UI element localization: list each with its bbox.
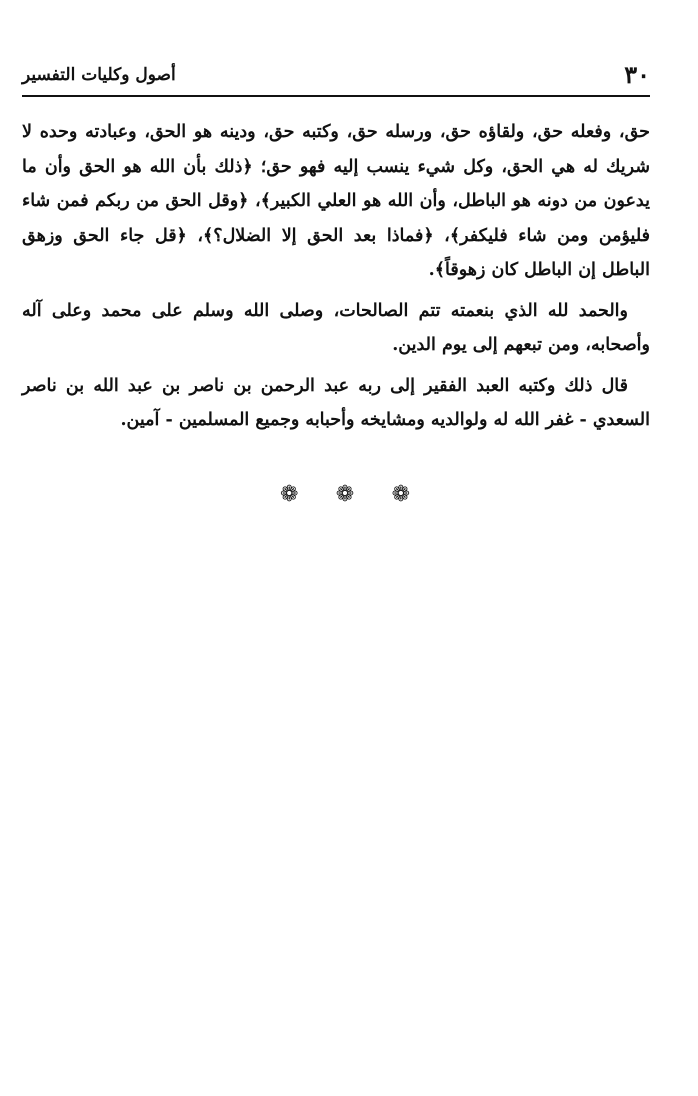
running-title: أصول وكليات التفسير xyxy=(22,65,176,85)
body-text xyxy=(22,115,650,444)
header-divider xyxy=(22,95,650,97)
flower-ornament-icon: ❁ xyxy=(391,482,410,507)
page-header xyxy=(22,58,650,92)
section-end-ornaments xyxy=(280,480,410,510)
flower-ornament-icon: ❁ xyxy=(335,482,355,507)
page-number: ٣٠ xyxy=(624,60,650,89)
paragraph-praise: والحمد لله الذي بنعمته تتم الصالحات، وصلى الله وسلم على محمد وعلى آله وأصحابه، ومن تبعهم إلى يوم الدين. xyxy=(22,300,650,355)
paragraph-closing-verses: حق، وفعله حق، ولقاؤه حق، ورسله حق، وكتبه حق، ودينه هو الحق، وعبادته وحده لا شريك له هي الحق، وكل شيء ينسب إليه فهو حق؛ ﴿ذلك بأن الله هو الحق وأن ما يدعون من دونه هو الباطل، وأن الله هو العلي الكبير﴾، ﴿وقل الحق من ربكم فمن شاء فليؤمن ومن شاء فليكفر﴾، ﴿فماذا بعد الحق إلا الضلال؟﴾، ﴿قل جاء الحق وزهق الباطل إن الباطل كان زهوقاً﴾. xyxy=(22,122,650,280)
paragraph-author-signature: قال ذلك وكتبه العبد الفقير إلى ربه عبد الرحمن بن ناصر بن عبد الله بن ناصر السعدي - غفر الله له ولوالديه ومشايخه وأحبابه وجميع المسلمين - آمين. xyxy=(22,375,650,430)
flower-ornament-icon: ❁ xyxy=(280,482,299,507)
